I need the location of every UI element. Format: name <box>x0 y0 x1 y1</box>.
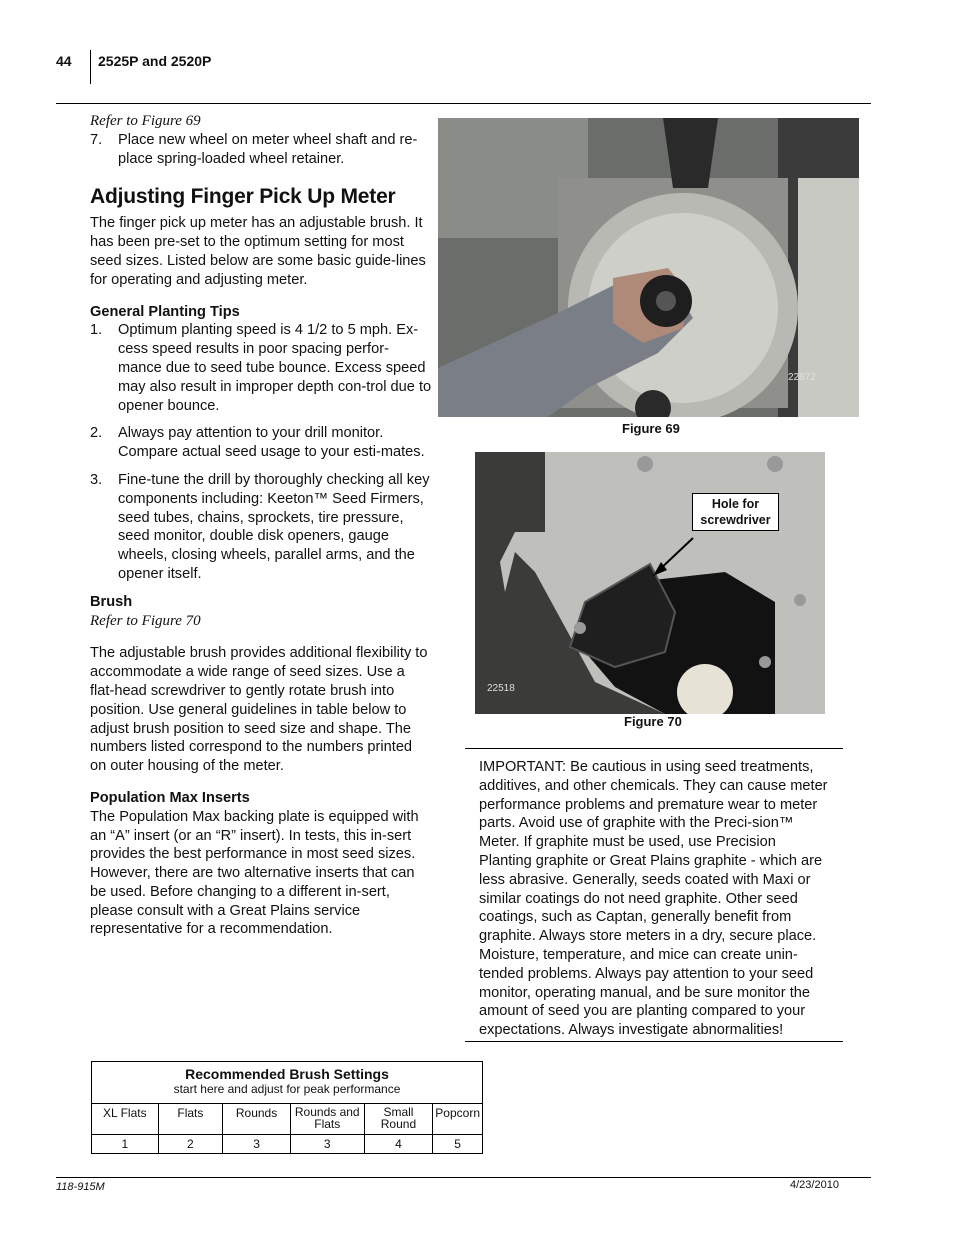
brush-paragraph: The adjustable brush provides additional flexibility to accommodate a wide range of seed sizes. Use a flat-head screwdriver to gently rotate brush into position. Use general guidelines in table below to adjust brush position to seed size and shape. The numbers listed correspond to the numbers printed on outer housing of the meter. <box>90 645 428 775</box>
tip-item <box>90 321 432 415</box>
tip-text: Always pay attention to your drill monitor. Compare actual seed usage to your esti-mates. <box>118 425 425 461</box>
tip-number: 2. <box>90 425 103 442</box>
tip-item <box>90 471 432 584</box>
meter-housing-illustration <box>475 452 825 714</box>
section-heading: Adjusting Finger Pick Up Meter <box>90 185 396 209</box>
brush-settings-table <box>91 1061 483 1154</box>
figure-69-photo <box>438 118 859 417</box>
document-number: 118-915M <box>56 1181 105 1193</box>
table-column-header: Popcorn <box>433 1104 483 1135</box>
table-cell: 1 <box>92 1135 159 1154</box>
header-rule <box>56 103 871 104</box>
step-number: 7. <box>90 131 103 148</box>
table-cell: 5 <box>433 1135 483 1154</box>
tip-text: Fine-tune the drill by thoroughly checking all key components including: Keeton™ Seed Firmers, seed tubes, chains, sprockets, tire pressure, seed monitor, double disk openers, gauge wheels, closing wheels, parallel arms, and the opener itself. <box>118 471 430 582</box>
intro-paragraph: The finger pick up meter has an adjustable brush. It has been pre-set to the optimum setting for most seed sizes. Listed below are some basic guide-lines for operating and adjusting meter. <box>90 215 426 288</box>
figure-70-caption: Figure 70 <box>624 714 682 729</box>
document-date: 4/23/2010 <box>790 1179 839 1191</box>
table-column-header: XL Flats <box>92 1104 159 1135</box>
table-cell: 2 <box>158 1135 223 1154</box>
header-divider <box>90 50 91 84</box>
popmax-heading: Population Max Inserts <box>90 789 250 806</box>
notice-top-rule <box>465 748 843 749</box>
brush-heading: Brush <box>90 593 133 610</box>
left-column <box>90 112 432 939</box>
table-title: Recommended Brush Settings <box>185 1066 389 1082</box>
table-cell: 4 <box>364 1135 433 1154</box>
figure-69-caption: Figure 69 <box>622 421 680 436</box>
table-column-header: Rounds and Flats <box>290 1104 364 1135</box>
figure-69-id: 22872 <box>788 372 816 383</box>
table-header-cell <box>92 1062 483 1104</box>
refer-figure-69: Refer to Figure 69 <box>90 113 201 129</box>
popmax-paragraph: The Population Max backing plate is equipped with an “A” insert (or an “R” insert). In tests, this in-sert provides the best performance in most seed sizes. However, there are two alternative inserts that can be used. Before changing to a different in-sert, please consult with a Great Plains service representative for a recommendation. <box>90 808 419 938</box>
figure-70-photo <box>475 452 825 714</box>
table-cell: 3 <box>223 1135 291 1154</box>
table-cell: 3 <box>290 1135 364 1154</box>
table-column-header: Small Round <box>364 1104 433 1135</box>
step-7 <box>90 131 432 169</box>
important-notice: IMPORTANT: Be cautious in using seed treatments, additives, and other chemicals. They can cause meter performance problems and premature wear to meter parts. Avoid use of graphite with the Preci-sion™ Meter. If graphite must be used, use Precision Planting graphite or Great Plains graphite - which are less abrasive. Generally, seeds coated with Maxi or similar coatings do not need graphite. Other seed coatings, such as Captan, generally benefit from graphite. Always store meters in a dry, secure place. Moisture, temperature, and mice can create unin-tended problems. Always pay attention to your seed monitor, operating manual, and be sure monitor the amount of seed you are planting compared to your expectations. Always investigate abnormalities! <box>479 759 828 1039</box>
tip-text: Optimum planting speed is 4 1/2 to 5 mph. Ex-cess speed results in poor spacing perfor-mance due to seed tube bounce. Excess speed may also result in improper depth con-trol due to opener bounce. <box>118 322 432 414</box>
page-number: 44 <box>56 53 72 69</box>
table-column-header: Rounds <box>223 1104 291 1135</box>
step-text: Place new wheel on meter wheel shaft and re-place spring-loaded wheel retainer. <box>118 131 418 167</box>
table-column-header: Flats <box>158 1104 223 1135</box>
refer-figure-70: Refer to Figure 70 <box>90 612 201 629</box>
tip-number: 3. <box>90 471 103 488</box>
table-subtitle: start here and adjust for peak performance <box>173 1082 401 1096</box>
figure-70-id: 22518 <box>487 683 515 694</box>
tips-heading: General Planting Tips <box>90 303 240 320</box>
tip-number: 1. <box>90 322 103 339</box>
notice-bottom-rule <box>465 1041 843 1042</box>
footer-rule <box>56 1177 871 1178</box>
tip-item <box>90 424 432 462</box>
page-header-title: 2525P and 2520P <box>98 53 212 69</box>
screwdriver-callout: Hole for screwdriver <box>692 493 779 531</box>
